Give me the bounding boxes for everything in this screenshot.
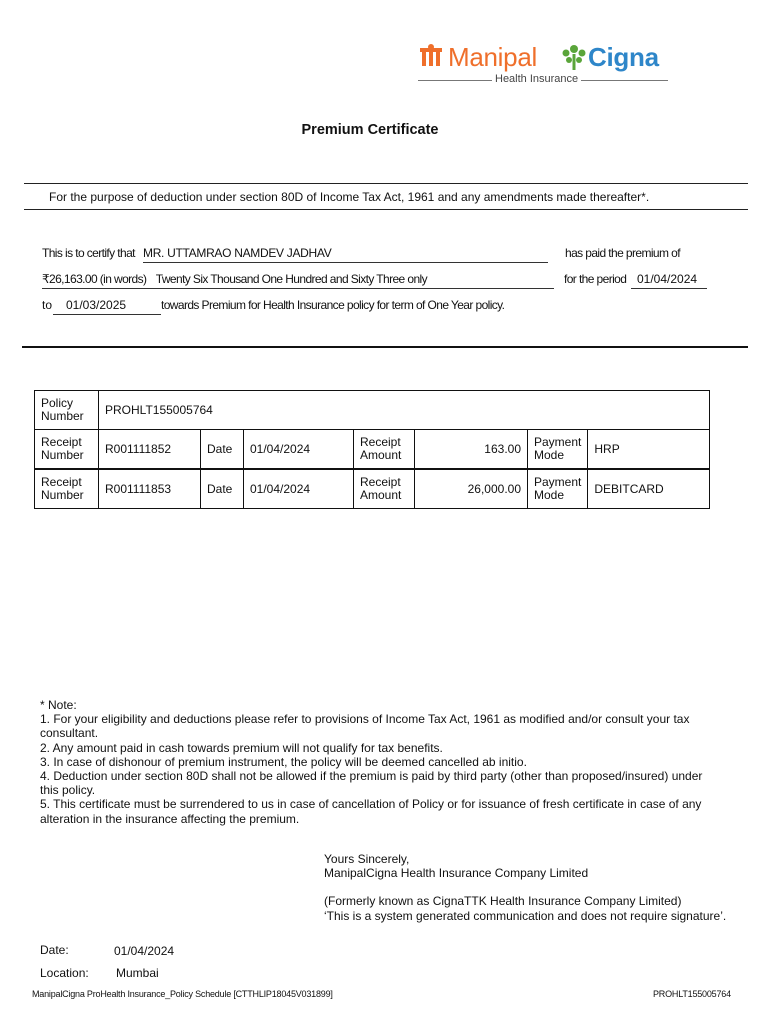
- to-label: to: [42, 298, 53, 312]
- divider: [24, 209, 748, 210]
- purpose-text: For the purpose of deduction under section 80D of Income Tax Act, 1961 and any amendments made thereafter*.: [49, 190, 650, 204]
- company-name: ManipalCigna Health Insurance Company Limited: [324, 866, 589, 881]
- note-item: 3. In case of dishonour of premium instrument, the policy will be deemed cancelled ab initio.: [40, 754, 527, 769]
- receipts-table: [34, 390, 710, 509]
- logo-cigna-text: Cigna: [588, 42, 659, 72]
- certify-intro: This is to certify that: [42, 246, 135, 260]
- divider: [24, 183, 748, 184]
- note-item: 2. Any amount paid in cash towards premium will not qualify for tax benefits.: [40, 740, 443, 755]
- company-logo: [418, 40, 668, 90]
- payment-mode: HRP: [588, 430, 710, 470]
- payment-mode-label: Payment Mode: [528, 469, 588, 509]
- logo-manipal-text: Manipal: [448, 42, 537, 72]
- page-title: Premium Certificate: [301, 122, 439, 138]
- date-label: Date: [201, 430, 244, 470]
- closing-text: Yours Sincerely,: [324, 852, 410, 866]
- logo-tagline: Health Insurance: [492, 73, 581, 85]
- amount-field: [42, 272, 554, 289]
- paid-label: has paid the premium of: [565, 246, 680, 260]
- issue-date: 01/04/2024: [114, 944, 175, 958]
- policy-number: PROHLT155005764: [99, 391, 710, 430]
- receipt-number-label: Receipt Number: [35, 469, 99, 509]
- system-note: ‘This is a system generated communication and does not require signature’.: [324, 908, 727, 923]
- receipt-number-label: Receipt Number: [35, 430, 99, 470]
- receipt-amount-label: Receipt Amount: [354, 430, 415, 470]
- period-to-field: [53, 298, 161, 315]
- note-item: 4. Deduction under section 80D shall not be allowed if the premium is paid by third party (other than proposed/insured) under this policy.: [40, 769, 703, 798]
- payment-mode: DEBITCARD: [588, 469, 710, 509]
- divider: [22, 346, 748, 348]
- date-label: Date:: [40, 943, 69, 957]
- cigna-tree-icon: [560, 42, 588, 72]
- note-item: 5. This certificate must be surrendered to us in case of cancellation of Policy or for issuance of fresh certificate in case of any alteration in the insurance affecting the premium.: [40, 797, 702, 826]
- receipt-amount-label: Receipt Amount: [354, 469, 415, 509]
- footer-policy-reference: PROHLT155005764: [653, 989, 731, 999]
- insured-name: MR. UTTAMRAO NAMDEV JADHAV: [143, 246, 332, 260]
- footer-doc-reference: ManipalCigna ProHealth Insurance_Policy Schedule [CTTHLIP18045V031899]: [32, 989, 333, 999]
- receipt-date: 01/04/2024: [244, 469, 354, 509]
- receipt-amount: 163.00: [415, 430, 528, 470]
- period-to: 01/03/2025: [66, 298, 127, 312]
- receipt-amount: 26,000.00: [415, 469, 528, 509]
- receipt-number: R001111852: [99, 430, 201, 470]
- amount-in-words: Twenty Six Thousand One Hundred and Sixty Three only: [155, 272, 427, 286]
- notes-heading: * Note:: [40, 698, 77, 712]
- towards-text: towards Premium for Health Insurance policy for term of One Year policy.: [161, 298, 505, 312]
- period-from-field: [631, 272, 707, 289]
- receipt-number: R001111853: [99, 469, 201, 509]
- note-item: 1. For your eligibility and deductions please refer to provisions of Income Tax Act, 1961 as modified and/or consult your tax consultant.: [40, 712, 690, 741]
- signature-block: [324, 852, 726, 923]
- payment-mode-label: Payment Mode: [528, 430, 588, 470]
- location: Mumbai: [116, 966, 159, 980]
- location-label: Location:: [40, 966, 89, 980]
- policy-number-label: Policy Number: [35, 391, 99, 430]
- period-label: for the period: [564, 272, 627, 286]
- manipal-emblem-icon: [418, 44, 446, 70]
- insured-name-field: [143, 246, 548, 263]
- premium-amount: ₹26,163.00 (in words): [42, 272, 147, 286]
- table-row: [35, 430, 710, 470]
- notes-section: [40, 698, 710, 826]
- table-row: [35, 469, 710, 509]
- receipt-date: 01/04/2024: [244, 430, 354, 470]
- formerly-known: (Formerly known as CignaTTK Health Insurance Company Limited): [324, 894, 682, 909]
- policy-row: [35, 391, 710, 430]
- period-from: 01/04/2024: [637, 272, 698, 286]
- date-label: Date: [201, 469, 244, 509]
